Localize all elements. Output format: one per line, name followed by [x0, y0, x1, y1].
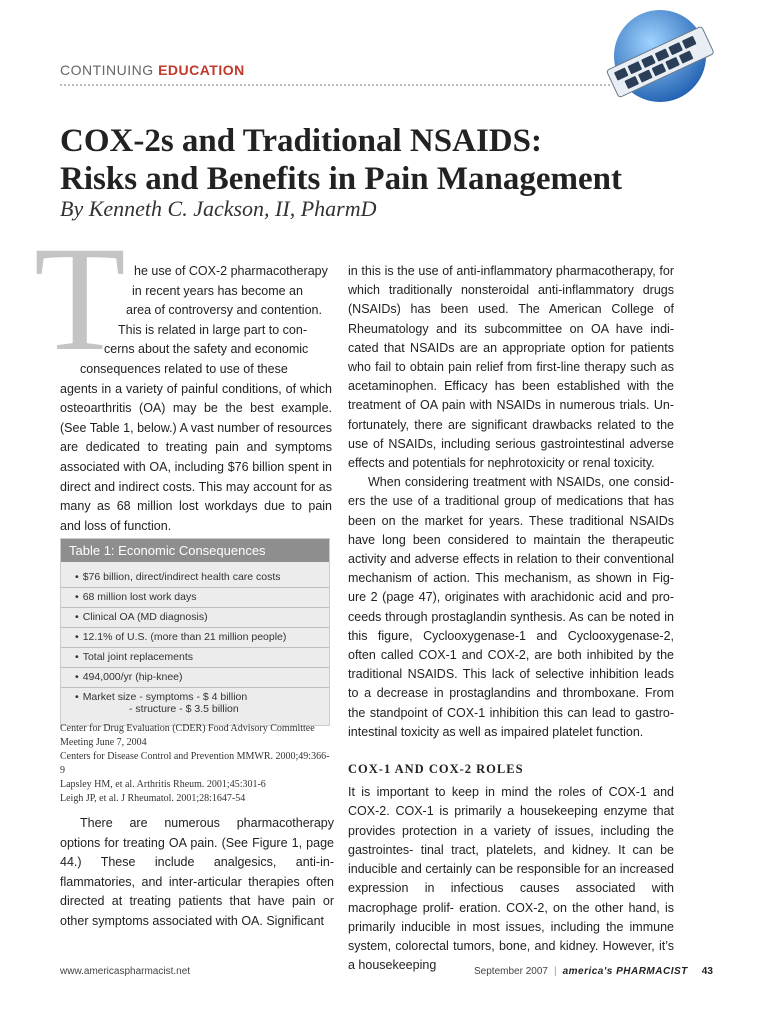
footer-magazine: america's PHARMACIST: [562, 966, 688, 977]
reference: Center for Drug Evaluation (CDER) Food Advisory Committee Meeting June 7, 2004: [60, 723, 315, 748]
section-label: CONTINUING: [60, 62, 154, 78]
column-1-paragraph: [60, 814, 334, 932]
keyboard-globe-icon: [598, 8, 718, 108]
footer-url[interactable]: www.americaspharmacist.net: [60, 966, 191, 977]
table-item: • 12.1% of U.S. (more than 21 million people): [61, 628, 329, 648]
reference: Leigh JP, et al. J Rheumatol. 2001;28:1647-54: [60, 793, 246, 804]
byline: By Kenneth C. Jackson, II, PharmD: [60, 196, 377, 221]
intro-line: area of controversy and contention.: [126, 303, 322, 318]
body-paragraph: in this is the use of anti-inflammatory pharmacotherapy, for which traditionally nonsteroidal anti-inflammatory drugs (NSAIDs) has been used. The American College of Rheumatology and its subcommittee on OA have indi- cated that NSAIDs are an appropriate option for patients who fail to obtain pain relief from first-line therapy such as acetaminophen. Efficacy has been established with the treatment of OA pain with NSAIDs in numerous trials. Un- fortunately, there are significant drawbacks related to the use of NSAIDs, including serious gastrointestinal adverse effects and potentials for nephrotoxicity or renal toxicity.: [348, 264, 674, 471]
intro-line: This is related in large part to con-: [118, 322, 307, 337]
footer-info: September 2007 | america's PHARMACIST 43: [474, 966, 713, 977]
table-item: • Market size - symptoms - $ 4 billion - structure - $ 3.5 billion: [61, 688, 329, 719]
intro-paragraph-rest: agents in a variety of painful conditions, of which osteoarthritis (OA) may be the best example. (See Table 1, below.) A vast number of resources are dedicated to treating pain and symptoms associated with OA, including $76 billion spent in direct and indirect costs. This may account for as many as 68 million lost workdays due to pain and loss of function.: [60, 381, 332, 533]
reference: Lapsley HM, et al. Arthritis Rheum. 2001;45:301-6: [60, 779, 266, 790]
table-item: • 494,000/yr (hip-knee): [61, 668, 329, 688]
column-1-intro: [60, 262, 332, 536]
table-references: [60, 722, 332, 806]
article-title: [60, 122, 700, 198]
intro-line: cerns about the safety and economic: [104, 342, 309, 357]
table-title: Table 1: Economic Consequences: [61, 539, 329, 562]
table-item: • $76 billion, direct/indirect health care costs: [61, 568, 329, 588]
body-paragraph: It is important to keep in mind the roles of COX-1 and COX-2. COX-1 is primarily a housekeeping enzyme that provides protection in a variety of issues, including the gastrointes- tinal tract, platelets, and kidney. It can be inducible and certainly can be responsible for an increased expression in infectious causes associated with macrophage prolif- eration. COX-2, on the other hand, is primarily inducible in most issues, including the immune system, colorectal tumors, bone, and kidney. However, it’s a housekeeping: [348, 785, 674, 973]
header-divider: [60, 84, 610, 86]
table-item: • Clinical OA (MD diagnosis): [61, 608, 329, 628]
table-item: • Total joint replacements: [61, 648, 329, 668]
title-line-2: Risks and Benefits in Pain Management: [60, 161, 622, 197]
intro-line: consequences related to use of these: [80, 361, 288, 376]
column-2: [348, 262, 674, 975]
intro-line: he use of COX-2 pharmacotherapy: [134, 264, 328, 278]
page-number: 43: [701, 966, 713, 977]
section-heading: COX-1 AND COX-2 ROLES: [348, 762, 524, 777]
footer-date: September 2007: [474, 966, 548, 977]
table-item-sub: - structure - $ 3.5 billion: [129, 703, 239, 715]
intro-line: in recent years has become an: [132, 283, 303, 298]
table-item: • 68 million lost work days: [61, 588, 329, 608]
body-paragraph: There are numerous pharmacotherapy options for treating OA pain. (See Figure 1, page 44.) These include analgesics, anti-in- flammatories, and inter-articular therapies often directed at treating patients that have pain or other symptoms associated with OA. Significant: [60, 816, 334, 928]
drop-cap: T: [34, 216, 126, 382]
title-line-1: COX-2s and Traditional NSAIDS:: [60, 123, 542, 159]
section-header: [60, 62, 245, 78]
reference: Centers for Disease Control and Prevention MMWR. 2000;49:366-9: [60, 751, 330, 776]
economic-consequences-table: [60, 538, 330, 726]
section-label-bold: EDUCATION: [158, 62, 245, 78]
body-paragraph: When considering treatment with NSAIDs, one consid- ers the use of a traditional group of medications that has been on the market for years. These traditional NSAIDs have long been considered to maintain the therapeutic activity and adverse effects in relation to their conventional mechanism of action. This mechanism, as shown in Fig- ure 2 (page 47), originates with arachidonic acid and pro- ceeds through prostaglandin synthesis. As can be noted in this figure, Cyclooxygenase-1 and Cyclooxygenase-2, often called COX-1 and COX-2, are both inhibited by the traditional NSAIDS. This lack of selective inhibition leads to a decrease in prostaglandins and thromboxane. From the standpoint of COX-1 inhibition this can lead to gastro- intestinal toxicity as well as impaired platelet function.: [348, 475, 674, 739]
